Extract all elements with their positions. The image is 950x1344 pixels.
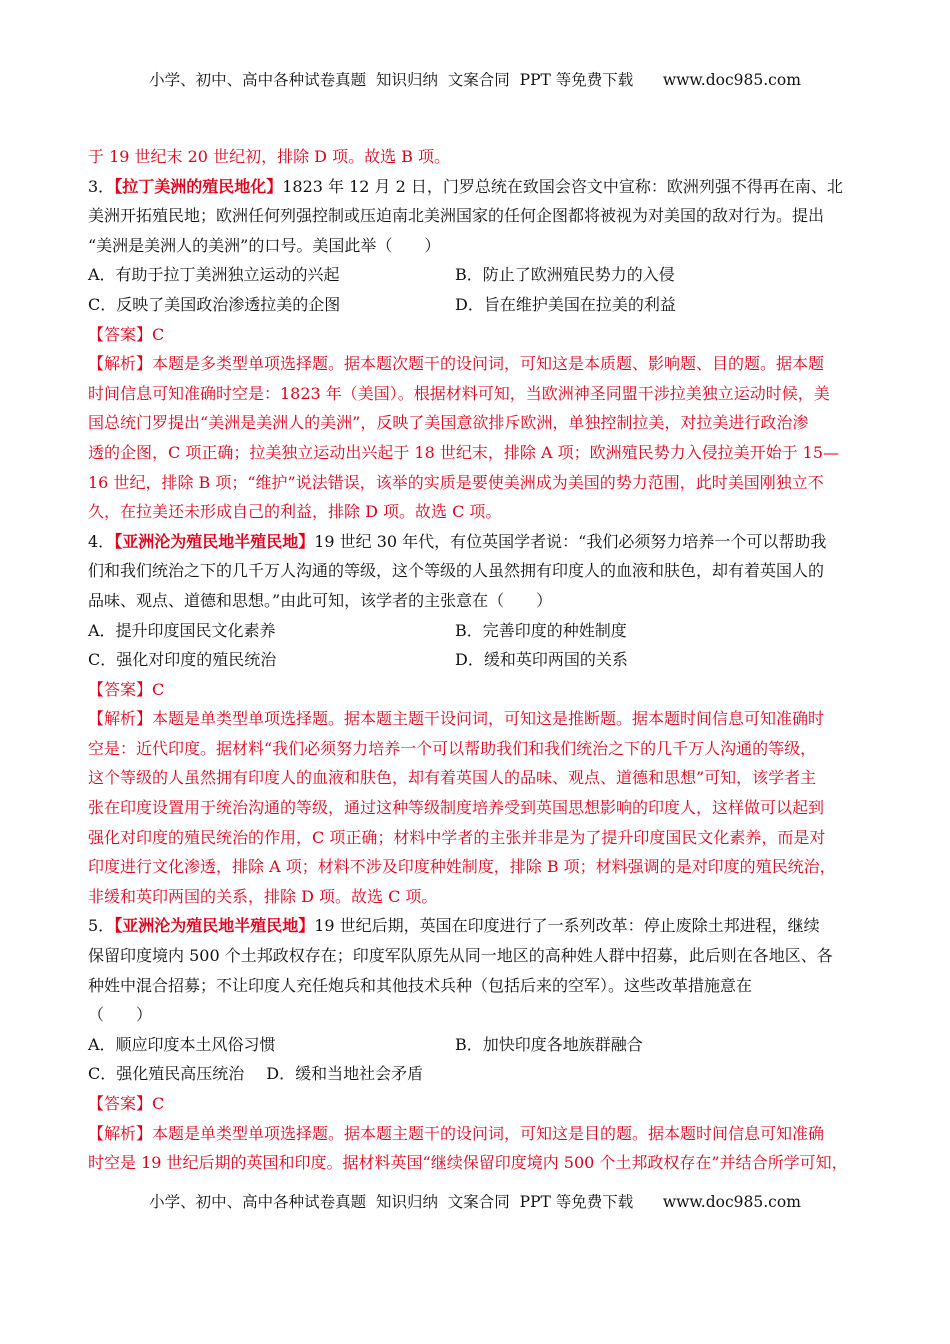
options-row bbox=[88, 1030, 862, 1060]
stem-line: 保留印度境内 500 个土邦政权存在；印度军队原先从同一地区的高种姓人群中招募，此后则在各地区、各 bbox=[88, 946, 833, 966]
page-footer: 小学、初中、高中各种试卷真题 知识归纳 文案合同 PPT 等免费下载 www.doc985.com bbox=[149, 1193, 801, 1211]
question-number: 5． bbox=[88, 916, 115, 936]
question-4 bbox=[88, 527, 862, 912]
option-a: A．提升印度国民文化素养 bbox=[88, 620, 276, 640]
option-c: C．强化殖民高压统治 bbox=[88, 1064, 245, 1084]
options-row bbox=[88, 290, 862, 320]
topic-tag: 【亚洲沦为殖民地半殖民地】 bbox=[114, 916, 315, 936]
option-d: D．缓和英印两国的关系 bbox=[455, 650, 628, 670]
question-5 bbox=[88, 911, 862, 1177]
question-number: 3． bbox=[88, 176, 115, 196]
analysis-line: 张在印度设置用于统治沟通的等级，通过这种等级制度培养受到英国思想影响的印度人，这样做可以起到 bbox=[88, 798, 825, 818]
analysis-line: 16 世纪，排除 B 项；“维护”说法错误，该举的实质是要使美洲成为美国的势力范围，此时美国刚独立不 bbox=[88, 472, 824, 492]
analysis-line: 强化对印度的殖民统治的作用，C 项正确；材料中学者的主张并非是为了提升印度国民文化素养，而是对 bbox=[88, 827, 826, 847]
options-row bbox=[88, 616, 862, 646]
answer: 【答案】C bbox=[88, 679, 165, 699]
question-3 bbox=[88, 172, 862, 527]
question-stem bbox=[88, 172, 862, 202]
option-d: D．旨在维护美国在拉美的利益 bbox=[455, 294, 676, 314]
stem-line: 19 世纪后期，英国在印度进行了一系列改革：停止废除土邦进程，继续 bbox=[314, 916, 820, 936]
analysis-line: 时间信息可知准确时空是：1823 年（美国）。根据材料可知，当欧洲神圣同盟干涉拉美独立运动时候，美 bbox=[88, 383, 830, 403]
analysis-line: 【解析】本题是单类型单项选择题。据本题主题干设问词，可知这是推断题。据本题时间信息可知准确时 bbox=[88, 709, 825, 729]
document-body bbox=[88, 142, 862, 1178]
option-a: A．顺应印度本土风俗习惯 bbox=[88, 1034, 276, 1054]
stem-line: 品味、观点、道德和思想。”由此可知，该学者的主张意在（ ） bbox=[88, 590, 553, 610]
analysis-line: 【解析】本题是多类型单项选择题。据本题次题干的设问词，可知这是本质题、影响题、目的题。据本题 bbox=[88, 354, 825, 374]
topic-tag: 【亚洲沦为殖民地半殖民地】 bbox=[114, 531, 315, 551]
stem-line: 们和我们统治之下的几千万人沟通的等级，这个等级的人虽然拥有印度人的血液和肤色，却有着英国人的 bbox=[88, 561, 825, 581]
analysis bbox=[88, 1119, 862, 1178]
page-header: 小学、初中、高中各种试卷真题 知识归纳 文案合同 PPT 等免费下载 www.doc985.com bbox=[149, 71, 801, 89]
question-number: 4． bbox=[88, 531, 115, 551]
stem-line: 19 世纪 30 年代，有位英国学者说：“我们必须努力培养一个可以帮助我 bbox=[314, 531, 827, 551]
question-stem bbox=[88, 527, 862, 557]
options-row bbox=[88, 645, 862, 675]
options-row bbox=[88, 260, 862, 290]
question-stem bbox=[88, 911, 862, 941]
analysis-line: 这个等级的人虽然拥有印度人的血液和肤色，却有着英国人的品味、观点、道德和思想”可知，该学者主 bbox=[88, 768, 817, 788]
analysis bbox=[88, 349, 862, 527]
analysis-line: 时空是 19 世纪后期的英国和印度。据材料英国“继续保留印度境内 500 个土邦政权存在”并结合所学可知， bbox=[88, 1153, 848, 1173]
analysis bbox=[88, 704, 862, 911]
option-b: B．防止了欧洲殖民势力的入侵 bbox=[455, 265, 675, 285]
analysis-line: 透的企图，C 项正确；拉美独立运动出兴起于 18 世纪末，排除 A 项；欧洲殖民势力入侵拉美开始于 15— bbox=[88, 442, 840, 462]
analysis-line: 久，在拉美还未形成自己的利益，排除 D 项。故选 C 项。 bbox=[88, 502, 502, 522]
answer: 【答案】C bbox=[88, 324, 165, 344]
stem-line: （ ） bbox=[88, 1005, 153, 1025]
analysis-line: 空是：近代印度。据材料“我们必须努力培养一个可以帮助我们和我们统治之下的几千万人沟通的等级， bbox=[88, 738, 817, 758]
option-b: B．加快印度各地族群融合 bbox=[455, 1034, 643, 1054]
stem-line: 种姓中混合招募；不让印度人充任炮兵和其他技术兵种（包括后来的空军）。这些改革措施意在 bbox=[88, 975, 753, 995]
option-a: A．有助于拉丁美洲独立运动的兴起 bbox=[88, 265, 340, 285]
option-d: D．缓和当地社会矛盾 bbox=[266, 1064, 424, 1084]
options-row bbox=[88, 1059, 862, 1089]
stem-line: “美洲是美洲人的美洲”的口号。美国此举（ ） bbox=[88, 235, 441, 255]
analysis-line: 非缓和英印两国的关系，排除 D 项。故选 C 项。 bbox=[88, 886, 438, 906]
analysis-line: 【解析】本题是单类型单项选择题。据本题主题干的设问词，可知这是目的题。据本题时间信息可知准确 bbox=[88, 1123, 825, 1143]
option-c: C．强化对印度的殖民统治 bbox=[88, 650, 277, 670]
answer: 【答案】C bbox=[88, 1094, 165, 1113]
stem-line: 美洲开拓殖民地；欧洲任何列强控制或压迫南北美洲国家的任何企图都将被视为对美国的敌对行为。提出 bbox=[88, 206, 825, 226]
option-b: B．完善印度的种姓制度 bbox=[455, 620, 627, 640]
stem-line: 1823 年 12 月 2 日，门罗总统在致国会咨文中宣称：欧洲列强不得再在南、北 bbox=[282, 176, 843, 196]
analysis-line: 印度进行文化渗透，排除 A 项；材料不涉及印度种姓制度，排除 B 项；材料强调的是对印度的殖民统治， bbox=[88, 857, 836, 877]
topic-tag: 【拉丁美洲的殖民地化】 bbox=[114, 176, 283, 196]
option-c: C．反映了美国政治渗透拉美的企图 bbox=[88, 294, 341, 314]
prev-analysis-tail: 于 19 世纪末 20 世纪初，排除 D 项。故选 B 项。 bbox=[88, 147, 450, 166]
analysis-line: 国总统门罗提出“美洲是美洲人的美洲”，反映了美国意欲排斥欧洲，单独控制拉美，对拉美进行政治渗 bbox=[88, 413, 809, 433]
